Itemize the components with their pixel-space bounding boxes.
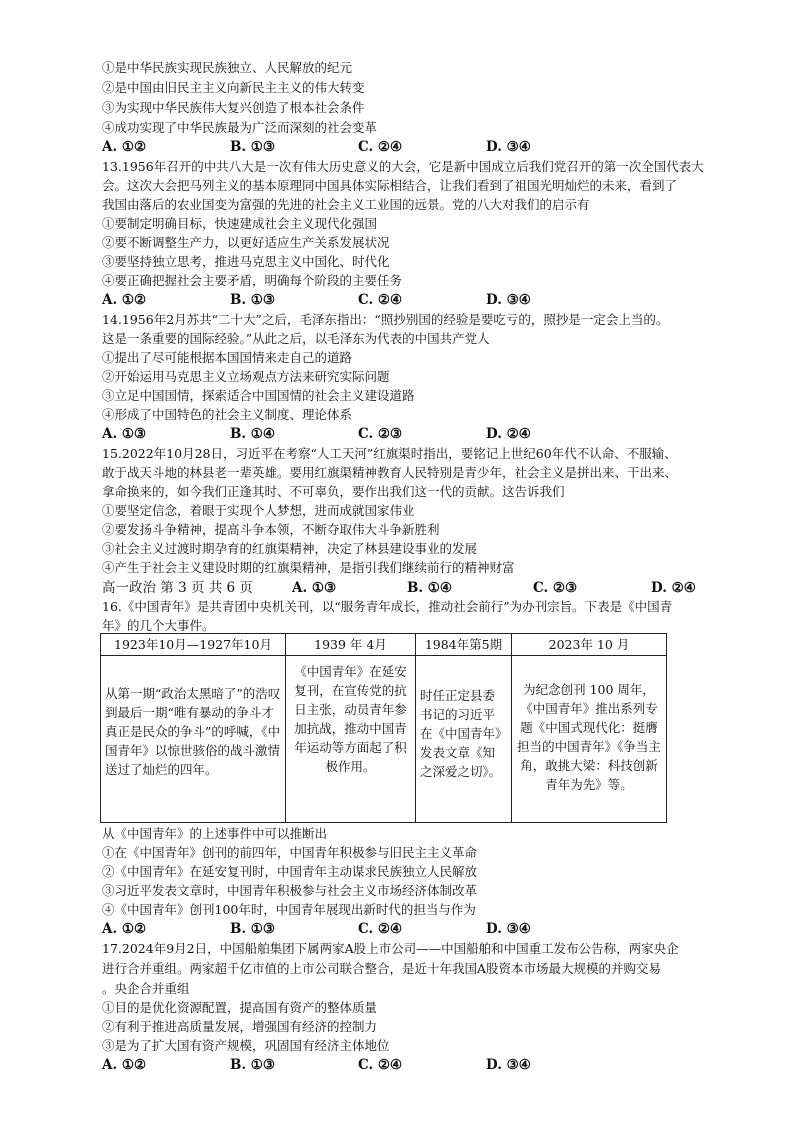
table-cell-text: 为纪念创刊 100 周年，《中国青年》推出系列专题《中国式现代化：挺膺担当的中国青年》《争当主角，敢挑大梁：科技创新青年为先》等。 [517, 682, 661, 792]
q17-option-d: D. ③④ [486, 1057, 531, 1073]
q16-option-c: C. ②④ [358, 921, 403, 937]
q13-stem-line-2: 会。这次大会把马列主义的基本原理同中国具体实际相结合，让我们看到了祖国光明灿烂的未来，看到了 [102, 178, 678, 193]
q15-stem-line-2: 敢于战天斗地的林县老一辈英雄。要用红旗渠精神教育人民特别是青少年，社会主义是拼出来、干出来、 [102, 465, 678, 480]
q15-item-1: ①要坚定信念，着眼于实现个人梦想，进而成就国家伟业 [102, 503, 415, 518]
page-footer: 高一政治 第 3 页 共 6 页 [102, 580, 253, 596]
q12-option-a: A. ①② [102, 139, 147, 155]
q13-option-a: A. ①② [102, 292, 147, 308]
q17-item-3: ③是为了扩大国有资产规模，巩固国有经济主体地位 [102, 1038, 390, 1053]
table-cell-text: 《中国青年》在延安复刊，在宣传党的抗日主张，动员青年参加抗战，推动中国青年运动等方面起了积极作用。 [294, 664, 407, 774]
table-cell-text: 时任正定县委书记的习近平在《中国青年》发表文章《知之深爱之切》。 [420, 688, 502, 779]
q14-option-c: C. ②③ [358, 426, 403, 442]
q15-option-d: D. ②④ [651, 580, 696, 596]
q14-item-4: ④形成了中国特色的社会主义制度、理论体系 [102, 407, 353, 422]
q12-option-b: B. ①③ [230, 139, 276, 155]
table-header-cell: 1939 年 4月 [286, 634, 416, 656]
q16-item-1: ①在《中国青年》创刊的前四年，中国青年积极参与旧民主主义革命 [102, 845, 478, 860]
q14-stem-line-1: 14.1956年2月苏共“二十大”之后，毛泽东指出：“照抄别国的经验是要吃亏的，照抄是一定会上当的。 [102, 312, 669, 327]
q16-item-3: ③习近平发表文章时，中国青年积极参与社会主义市场经济体制改革 [102, 883, 478, 898]
table-header-cell: 1984年第5期 [416, 634, 512, 656]
q14-item-3: ③立足中国国情，探索适合中国国情的社会主义建设道路 [102, 388, 415, 403]
q16-question: 从《中国青年》的上述事件中可以推断出 [102, 826, 328, 841]
q14-option-a: A. ①③ [102, 426, 147, 442]
q17-stem-line-1: 17.2024年9月2日，中国船舶集团下属两家A股上市公司——中国船舶和中国重工发布公告称，两家央企 [102, 941, 679, 956]
q17-stem-line-3: 。央企合并重组 [102, 981, 190, 996]
table-cell [286, 656, 416, 823]
table-header-cell: 2023年 10 月 [512, 634, 667, 656]
q15-item-4: ④产生于社会主义建设时期的红旗渠精神，是指引我们继续前行的精神财富 [102, 560, 515, 575]
q16-stem-line-1: 16.《中国青年》是共青团中央机关刊，以“服务青年成长，推动社会前行”为办刊宗旨。下表是《中国青 [102, 599, 673, 614]
table-header-row [101, 634, 667, 656]
q15-option-c: C. ②③ [533, 580, 578, 596]
q17-item-1: ①目的是优化资源配置，提高国有资产的整体质量 [102, 1000, 378, 1015]
q13-item-4: ④要正确把握社会主要矛盾，明确每个阶段的主要任务 [102, 273, 403, 288]
q15-option-b: B. ①④ [407, 580, 453, 596]
q14-option-b: B. ①④ [230, 426, 276, 442]
q13-option-d: D. ③④ [486, 292, 531, 308]
table-cell [416, 656, 512, 823]
q12-item-2: ②是中国由旧民主主义向新民主主义的伟大转变 [102, 80, 365, 95]
q15-stem-line-1: 15.2022年10月28日，习近平在考察“人工天河”红旗渠时指出，要铭记上世纪60年代不认命、不服输、 [102, 446, 677, 461]
q14-option-d: D. ②④ [486, 426, 531, 442]
q17-option-b: B. ①③ [230, 1057, 276, 1073]
q16-item-2: ②《中国青年》在延安复刊时，中国青年主动谋求民族独立人民解放 [102, 864, 478, 879]
q17-option-a: A. ①② [102, 1057, 147, 1073]
q16-option-b: B. ①③ [230, 921, 276, 937]
q14-stem-line-2: 这是一条重要的国际经验。”从此之后，以毛泽东为代表的中国共产党人 [102, 331, 490, 346]
q13-item-2: ②要不断调整生产力，以更好适应生产关系发展状况 [102, 235, 390, 250]
q14-item-2: ②开始运用马克思主义立场观点方法来研究实际问题 [102, 369, 390, 384]
q12-item-3: ③为实现中华民族伟大复兴创造了根本社会条件 [102, 100, 365, 115]
q16-events-table [100, 633, 667, 823]
q12-item-1: ①是中华民族实现民族独立、人民解放的纪元 [102, 60, 353, 75]
table-cell [101, 656, 286, 823]
q16-stem-line-2: 年》的几个大事件。 [102, 618, 215, 633]
q16-item-4: ④《中国青年》创刊100年时，中国青年展现出新时代的担当与作为 [102, 902, 476, 917]
q16-option-a: A. ①② [102, 921, 147, 937]
table-row [101, 656, 667, 823]
q13-stem-line-3: 我国由落后的农业国变为富强的先进的社会主义工业国的远景。党的八大对我们的启示有 [102, 197, 590, 212]
q13-option-c: C. ②④ [358, 292, 403, 308]
q15-item-2: ②要发扬斗争精神，提高斗争本领，不断夺取伟大斗争新胜利 [102, 522, 440, 537]
q15-stem-line-3: 拿命换来的，如今我们正逢其时、不可辜负，要作出我们这一代的贡献。这告诉我们 [102, 484, 565, 499]
table-cell [512, 656, 667, 823]
q14-item-1: ①提出了尽可能根据本国国情来走自己的道路 [102, 350, 353, 365]
q13-stem-line-1: 13.1956年召开的中共八大是一次有伟大历史意义的大会，它是新中国成立后我们党召开的第一次全国代表大 [102, 159, 704, 174]
q12-item-4: ④成功实现了中华民族最为广泛而深刻的社会变革 [102, 120, 378, 135]
table-cell-text: 从第一期“政治太黑暗了”的浩叹到最后一期“唯有暴动的争斗才真正是民众的争斗”的呼喊，《中国青年》以惊世骇俗的战斗激情送过了灿烂的四年。 [105, 686, 281, 777]
table-header-cell: 1923年10月—1927年10月 [101, 634, 286, 656]
q17-option-c: C. ②④ [358, 1057, 403, 1073]
q13-item-3: ③要坚持独立思考，推进马克思主义中国化、时代化 [102, 254, 390, 269]
q12-option-d: D. ③④ [486, 139, 531, 155]
q16-option-d: D. ③④ [486, 921, 531, 937]
q15-item-3: ③社会主义过渡时期孕育的红旗渠精神，决定了林县建设事业的发展 [102, 541, 478, 556]
q15-option-a: A. ①③ [292, 580, 337, 596]
q17-item-2: ②有利于推进高质量发展，增强国有经济的控制力 [102, 1019, 378, 1034]
q12-option-c: C. ②④ [358, 139, 403, 155]
q13-option-b: B. ①③ [230, 292, 276, 308]
q13-item-1: ①要制定明确目标，快速建成社会主义现代化强国 [102, 216, 378, 231]
q17-stem-line-2: 进行合并重组。两家超千亿市值的上市公司联合整合，是近十年我国A股资本市场最大规模的并购交易 [102, 961, 662, 976]
